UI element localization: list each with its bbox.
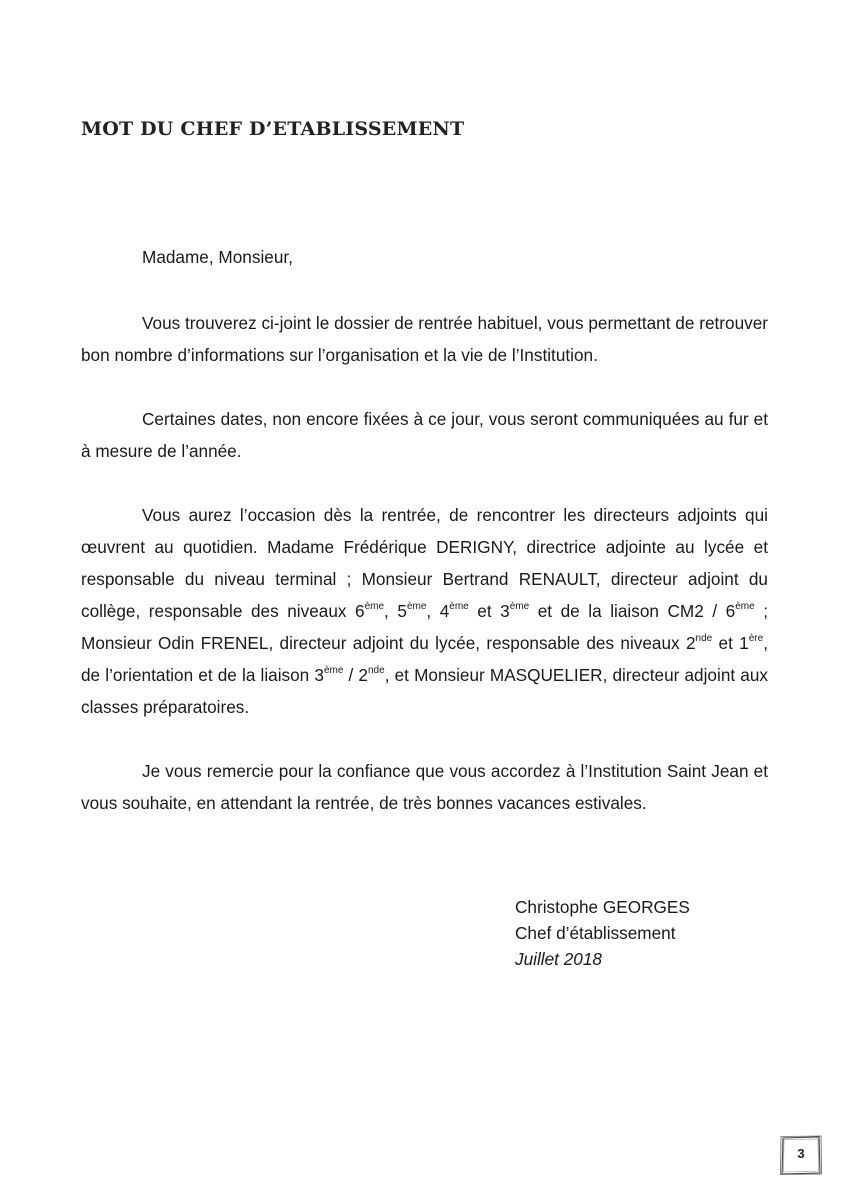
superscript: nde <box>368 665 385 676</box>
page-number: 3 <box>797 1146 805 1161</box>
superscript: ère <box>748 633 764 644</box>
directors-text: , 4 <box>426 601 450 621</box>
paragraph-thanks: Je vous remercie pour la confiance que vous accordez à l’Institution Saint Jean et vous souhaite, en attendant la rentrée, de très bonnes vacances estivales. <box>81 761 768 813</box>
directors-text: , 5 <box>384 601 407 621</box>
directors-text: et 1 <box>712 633 749 653</box>
directors-text: / 2 <box>343 665 368 685</box>
directors-text: , et Monsieur MASQUELIER, directeur adjoint aux classes préparatoires. <box>81 665 768 717</box>
paragraph-dates: Certaines dates, non encore fixées à ce jour, vous seront communiquées au fur et à mesure de l’année. <box>81 409 768 461</box>
superscript: ème <box>364 601 385 612</box>
signatory-role: Chef d’établissement <box>515 923 676 943</box>
superscript: ème <box>449 601 469 612</box>
superscript: ème <box>509 601 530 612</box>
page-title: MOT DU CHEF D’ETABLISSEMENT <box>81 118 465 140</box>
salutation: Madame, Monsieur, <box>142 247 293 267</box>
paragraph-intro: Vous trouverez ci-joint le dossier de rentrée habituel, vous permettant de retrouver bon nombre d’informations sur l’organisation et la vie de l’Institution. <box>81 313 768 365</box>
directors-text: ; Monsieur Odin FRENEL, directeur adjoint du lycée, responsable des niveaux 2 <box>81 601 768 653</box>
superscript: nde <box>695 633 713 644</box>
superscript: ème <box>735 601 755 612</box>
page-number-box <box>780 1135 822 1175</box>
directors-text: , de l’orientation et de la liaison 3 <box>81 633 768 685</box>
paragraph-directors <box>81 499 768 723</box>
directors-text: et 3 <box>468 601 510 621</box>
superscript: ème <box>323 665 344 676</box>
signature-block <box>515 894 690 972</box>
directors-text: Vous aurez l’occasion dès la rentrée, de rencontrer les directeurs adjoints qui œuvrent au quotidien. Madame Frédérique DERIGNY, directrice adjointe au lycée et responsable du niveau terminal ; Monsieur Bertrand RENAULT, directeur adjoint du collège, responsable des niveaux 6 <box>81 505 768 621</box>
superscript: ème <box>406 601 427 612</box>
signatory-name: Christophe GEORGES <box>515 897 690 917</box>
signature-date: Juillet 2018 <box>515 949 602 969</box>
directors-text: et de la liaison CM2 / 6 <box>529 601 736 621</box>
